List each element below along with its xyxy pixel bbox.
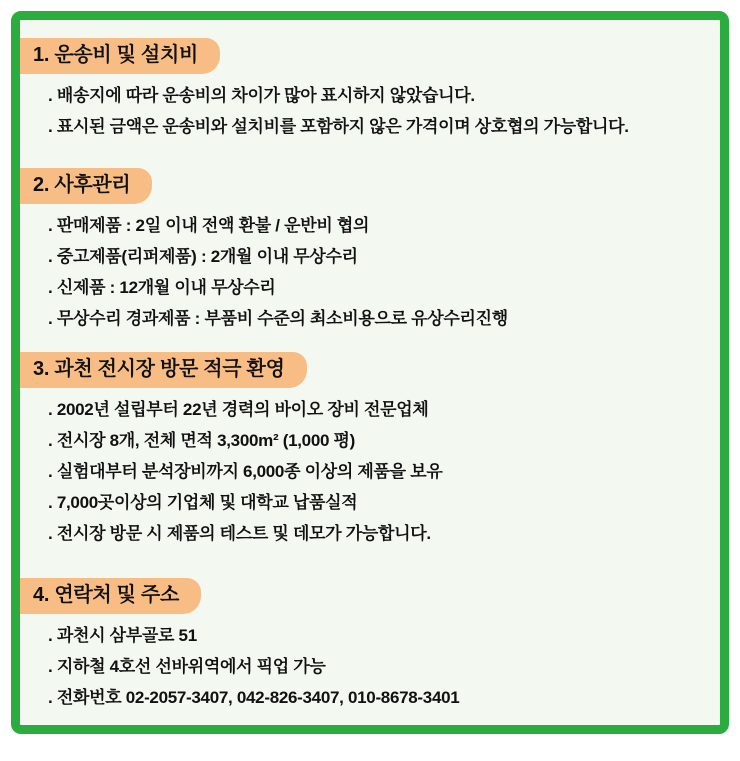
list-item: . 중고제품(리퍼제품) : 2개월 이내 무상수리 [48,247,358,266]
section-title-badge: 4. 연락처 및 주소 [20,578,201,614]
list-item: . 전시장 8개, 전체 면적 3,300m² (1,000 평) [48,431,356,450]
section-items [20,614,720,713]
section-items [20,74,720,142]
info-card [11,11,729,734]
list-item: . 무상수리 경과제품 : 부품비 수준의 최소비용으로 유상수리진행 [48,309,508,328]
section-title-badge: 1. 운송비 및 설치비 [20,38,220,74]
list-item: . 지하철 4호선 선바위역에서 픽업 가능 [48,657,326,676]
section-title-badge: 2. 사후관리 [20,168,152,204]
list-item: . 전시장 방문 시 제품의 테스트 및 데모가 가능합니다. [48,524,431,543]
section-after-sales [20,168,720,334]
section-items [20,388,720,549]
section-shipping-installation [20,38,720,142]
list-item: . 과천시 삼부골로 51 [48,626,197,645]
list-item: . 전화번호 02-2057-3407, 042-826-3407, 010-8678-3401 [48,688,460,707]
list-item: . 신제품 : 12개월 이내 무상수리 [48,278,276,297]
list-item: . 7,000곳이상의 기업체 및 대학교 납품실적 [48,493,358,512]
section-contact-address [20,578,720,713]
section-items [20,204,720,334]
list-item: . 배송지에 따라 운송비의 차이가 많아 표시하지 않았습니다. [48,86,475,105]
section-showroom-visit [20,352,720,549]
section-title-badge: 3. 과천 전시장 방문 적극 환영 [20,352,307,388]
list-item: . 실험대부터 분석장비까지 6,000종 이상의 제품을 보유 [48,462,443,481]
list-item: . 2002년 설립부터 22년 경력의 바이오 장비 전문업체 [48,400,429,419]
list-item: . 표시된 금액은 운송비와 설치비를 포함하지 않은 가격이며 상호협의 가능합니다. [48,117,629,136]
list-item: . 판매제품 : 2일 이내 전액 환불 / 운반비 협의 [48,216,370,235]
